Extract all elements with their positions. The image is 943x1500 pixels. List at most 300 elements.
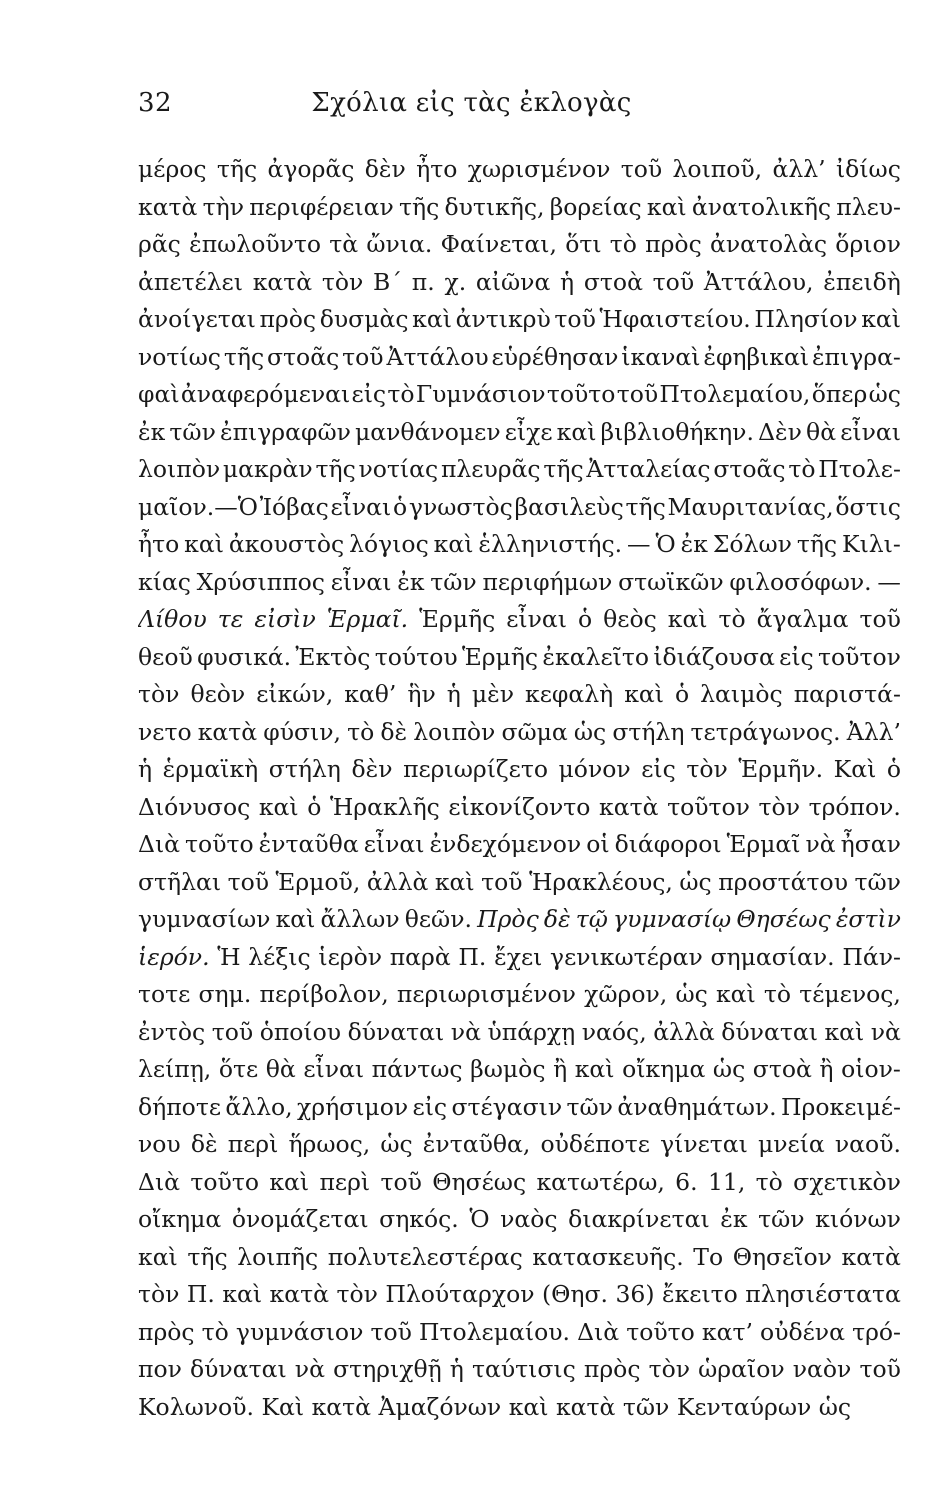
text-word: λοιποῦ, [672, 155, 763, 183]
text-word: οἴκημα [138, 1205, 222, 1233]
text-word: στηριχθῇ [333, 1355, 442, 1383]
text-word: Κενταύρων [676, 1392, 812, 1421]
text-word: στῆλαι [138, 867, 222, 896]
text-word: τῶν [430, 567, 477, 596]
text-word: λοιπὸν [413, 717, 496, 746]
text-word: ἢ [553, 1055, 568, 1083]
text-line [138, 526, 901, 564]
text-word: φύσιν, [263, 717, 341, 746]
text-word: Π. [186, 1280, 215, 1308]
text-word: στέγασιν [451, 1092, 563, 1121]
text-word: Μαυριτανίας, [667, 492, 834, 521]
text-word: ὅτε [218, 1055, 259, 1083]
text-word: ἡ [138, 755, 153, 783]
text-word: δυτικῆς, [444, 192, 545, 221]
text-word: πρὸς [645, 230, 702, 258]
text-line [138, 1089, 901, 1127]
text-word: ἀναφερόμεναι [180, 380, 351, 408]
text-word: λαιμὸς [700, 680, 783, 708]
text-word: τῆς [216, 155, 258, 183]
text-word: μνεία [757, 1130, 825, 1158]
text-word: στοὰ [583, 267, 643, 296]
text-word: τὸ [755, 1167, 783, 1196]
text-line [138, 751, 901, 789]
text-word: πον [138, 1355, 182, 1383]
text-word: γυμνασίων [138, 905, 271, 933]
text-word: ἡ [446, 680, 461, 708]
text-word: ἑρμαϊκὴ [162, 755, 259, 783]
text-word: τῆς [796, 530, 838, 558]
text-word: πρὸς [138, 1317, 195, 1346]
text-word: τρό- [852, 1317, 901, 1346]
text-word: τοῦ [227, 867, 270, 896]
text-word: τούτου [374, 642, 458, 671]
text-word: θὰ [265, 1055, 296, 1083]
text-word: ὀνομάζεται [231, 1205, 369, 1233]
text-word: ἄγαλμα [756, 605, 849, 633]
text-word: Ἡ [217, 942, 241, 971]
text-word: ὁ [674, 680, 690, 708]
text-word: ναὸν [792, 1355, 852, 1383]
text-word: τοῦτο [626, 1317, 695, 1346]
text-word: κατὰ [311, 1392, 371, 1421]
text-word: Καὶ [261, 1392, 305, 1421]
text-word: προστάτου [718, 867, 848, 896]
text-word: εἰκονίζοντο [448, 792, 591, 821]
text-word: ἀλλ’ [772, 155, 826, 183]
text-word: Πτολεμαίου, [659, 380, 811, 408]
text-word: τῶν [854, 867, 901, 896]
text-line [138, 1014, 901, 1052]
text-word: εἰς [779, 642, 814, 671]
text-word: δύναται [190, 1355, 287, 1383]
text-word: περίβολον, [259, 980, 389, 1008]
text-word: οἱον- [841, 1055, 901, 1083]
text-word: νου [138, 1130, 181, 1158]
text-word: τὸν [138, 1280, 180, 1308]
text-word: ἀγορᾶς [267, 155, 355, 183]
text-line [138, 451, 901, 489]
text-line [138, 189, 901, 227]
text-word: τῆς [223, 342, 265, 371]
text-word: ἐφηβικαὶ [703, 342, 810, 371]
text-word: κατασκευῆς. [532, 1242, 684, 1271]
text-word: τοῦ [859, 1355, 901, 1383]
text-line [138, 376, 901, 414]
text-word: Ὁ [655, 530, 676, 558]
text-word: καὶ [434, 867, 475, 896]
text-word: κατὰ [138, 192, 198, 221]
text-word: τοῦ [481, 867, 523, 896]
text-line [138, 1201, 901, 1239]
text-line [138, 1164, 901, 1202]
text-word: Θησέως [736, 905, 831, 933]
text-word: ἀνατολὰς [709, 230, 828, 258]
text-word: τοῦ [652, 267, 695, 296]
text-word: στοᾶς [267, 342, 340, 371]
text-word: τῷ [575, 905, 608, 933]
text-word: εἰς [412, 1092, 448, 1121]
text-line [138, 639, 901, 677]
text-word: θεὸς [603, 605, 657, 633]
commentary-text-block [138, 151, 901, 1426]
text-word: ὁποίου [259, 1017, 342, 1046]
text-word: ἡ [449, 1355, 464, 1383]
text-word: καὶ [824, 1017, 865, 1046]
text-word: διάφοροι [614, 830, 722, 858]
text-word: τῶν [566, 1092, 613, 1121]
text-word: ἡ [560, 267, 575, 296]
text-word: τέμενος, [799, 980, 901, 1008]
text-word: καὶ [861, 305, 901, 333]
text-word: πλευρᾶς [440, 455, 541, 483]
text-line [138, 1351, 901, 1389]
text-word: Θησέως [432, 1167, 527, 1196]
text-word: περιφέρειαν [249, 192, 394, 221]
text-word: τῶν [169, 417, 216, 446]
text-line [138, 1051, 901, 1089]
text-word: ἀπετέλει [138, 267, 243, 296]
text-word: κατὰ [841, 1242, 901, 1271]
text-word: στήλη [612, 717, 685, 746]
text-word: καὶ [184, 530, 224, 558]
running-title: Σχόλια εἰς τὰς ἐκλογὰς [311, 88, 632, 118]
text-word: τῶν [758, 1205, 805, 1233]
text-word: τοῦτον [818, 642, 901, 671]
text-word: τοῦτον [667, 792, 750, 821]
text-word: Γυμνάσιον [415, 380, 546, 408]
text-word: δὲν [364, 155, 406, 183]
text-word: φυσικά. [197, 642, 292, 671]
text-word: θεῶν. [404, 905, 472, 933]
text-word: δὲν [351, 755, 393, 783]
text-word: λοιπὸν [138, 455, 221, 483]
text-line [138, 976, 901, 1014]
text-word: καὶ [508, 1392, 549, 1421]
text-word: διακρίνεται [568, 1205, 710, 1233]
text-word: θὰ [806, 417, 837, 446]
text-word: καὶ [574, 1055, 615, 1083]
text-line [138, 226, 901, 264]
text-word: ὡς [573, 717, 607, 746]
text-line [138, 939, 901, 977]
text-word: τὸν [336, 1280, 378, 1308]
text-word: ὅριον [835, 230, 901, 258]
text-word: Ἑρμαῖ. [326, 605, 409, 633]
text-word: καὶ [275, 905, 316, 933]
text-word: βιβλιοθήκην. [600, 417, 754, 446]
text-word: παρὰ [389, 942, 451, 971]
text-line [138, 489, 901, 527]
text-word: ἱκαναὶ [621, 342, 701, 371]
text-word: τρόπον. [808, 792, 901, 821]
text-word: Διὰ [577, 1317, 620, 1346]
text-word: ναοῦ. [834, 1130, 901, 1158]
text-line [138, 676, 901, 714]
text-word: εἰκών, [256, 680, 334, 708]
text-word: Π. [458, 942, 487, 971]
text-word: κατὰ [252, 267, 313, 296]
text-word: μαῖον.—Ὁ [138, 492, 258, 521]
text-line [138, 564, 901, 602]
text-word: ἀνοίγεται [138, 305, 256, 333]
page-number: 32 [138, 88, 173, 118]
text-word: ὡς [679, 867, 712, 896]
text-word: εἶχε [504, 417, 553, 446]
text-word: βωμὸς [470, 1055, 546, 1083]
text-word: πρὸς [583, 1355, 641, 1383]
text-word: κατὰ [599, 792, 659, 821]
text-line [138, 1239, 901, 1277]
text-word: 36) [615, 1280, 655, 1308]
text-word: πάντως [371, 1055, 463, 1083]
text-word: καὶ [412, 305, 452, 333]
text-word: στήλη [268, 755, 341, 783]
text-word: οἴκημα [622, 1055, 706, 1083]
text-word: ὡς [380, 1130, 413, 1158]
text-word: τοῦ [554, 305, 596, 333]
text-word: Ἐκτὸς [295, 642, 371, 671]
text-word: Σόλων [712, 530, 792, 558]
text-word: εἶναι [330, 492, 392, 521]
text-word: ἐκ [138, 417, 166, 446]
text-word: δὲ [543, 905, 571, 933]
text-word: τῶν [622, 1392, 670, 1421]
text-word: οὐδέποτε [540, 1130, 650, 1158]
text-word: εἶναι [303, 1055, 365, 1083]
text-word: Καὶ [833, 755, 877, 783]
text-word: τὸ [201, 1317, 229, 1346]
text-word: δυσμὰς [319, 305, 409, 333]
text-word: γνωστὸς [408, 492, 513, 521]
text-word: σῶμα [501, 717, 568, 746]
text-word: ἀκουστὸς [228, 530, 345, 558]
text-word: νετο [138, 717, 192, 746]
text-word: γενικωτέραν [550, 942, 703, 971]
text-word: εἶναι [506, 605, 567, 633]
text-word: θεοῦ [138, 642, 193, 671]
text-word: Ἰόβας [259, 492, 329, 521]
text-word: — [627, 530, 651, 558]
text-word: ἀντικρὺ [455, 305, 551, 333]
text-word: νὰ [870, 1017, 901, 1046]
text-word: τὸ [763, 980, 792, 1008]
text-word: τὸ [387, 380, 415, 408]
text-word: ρᾶς [138, 230, 181, 258]
text-word: τε [217, 605, 244, 633]
text-word: παριστά- [793, 680, 901, 708]
text-word: τετράγωνος. [690, 717, 841, 746]
text-word: ἐνταῦθα [258, 830, 359, 858]
text-line [138, 301, 901, 339]
text-word: μακρὰν [222, 455, 313, 483]
text-word: ὅπερ [811, 380, 868, 408]
text-word: δύναται [347, 1017, 445, 1046]
text-word: ναὸς [500, 1205, 558, 1233]
text-word: χῶρον, [584, 980, 668, 1008]
text-word: Ἑρμῆς [419, 605, 496, 633]
text-word: π. [411, 267, 435, 296]
text-word: χ. [444, 267, 467, 296]
text-word: καὶ [715, 980, 756, 1008]
text-word: τὸ [609, 230, 637, 258]
text-word: εἰς [351, 380, 387, 408]
text-word: μέρος [138, 155, 207, 183]
text-word: τοῦτο [185, 830, 254, 858]
text-line [138, 264, 901, 302]
text-word: ἄλλων [320, 905, 400, 933]
text-word: Θησεῖον [732, 1242, 832, 1271]
text-word: τὸ [347, 717, 375, 746]
text-word: κατ’ [701, 1317, 753, 1346]
text-word: κατὰ [197, 717, 258, 746]
text-word: τὸ [788, 455, 816, 483]
text-word: τῆς [543, 455, 584, 483]
text-word: σηκός. [379, 1205, 459, 1233]
text-word: τοῦ [342, 342, 384, 371]
text-word: Ἀτταλείας [586, 455, 711, 483]
text-word: νοτίας [358, 455, 439, 483]
text-word: χωρισμένον [467, 155, 611, 183]
text-word: — [877, 567, 901, 596]
text-word: τὸν [648, 1355, 691, 1383]
text-word: ἐνδεχόμενον [429, 830, 582, 858]
text-word: ἐπωλοῦντο [189, 230, 322, 258]
text-word: οὐδένα [760, 1317, 845, 1346]
text-word: Ἀλλ’ [846, 717, 901, 746]
text-word: μὲν [471, 680, 515, 708]
text-word: ἱερόν. [138, 942, 210, 971]
text-word: λοιπῆς [237, 1242, 319, 1271]
text-word: ὡραῖον [698, 1355, 785, 1383]
text-word: τὸν [138, 680, 180, 708]
text-word: Πλησίον [754, 305, 858, 333]
text-word: μανθάνομεν [355, 417, 501, 446]
text-word: ἢ [819, 1055, 834, 1083]
text-word: Χρύσιππος [196, 567, 325, 596]
text-word: τὸ [718, 605, 746, 633]
text-word: Ἀττάλου [386, 342, 489, 371]
text-word: ὁ [886, 755, 901, 783]
text-word: Πτολε- [818, 455, 901, 483]
text-word: περὶ [319, 1167, 371, 1196]
text-word: τῆς [187, 1242, 228, 1271]
text-line [138, 1126, 901, 1164]
text-word: τοῦ [370, 1317, 412, 1346]
text-line [138, 1276, 901, 1314]
text-word: νοτίως [138, 342, 221, 371]
text-word: ναός, [581, 1017, 647, 1046]
text-word: Ἡρακλῆς [329, 792, 440, 821]
text-word: Ἑρμῆς [461, 642, 539, 671]
text-word: ἦσαν [840, 830, 901, 858]
text-word: τῆς [625, 492, 666, 521]
text-word: Δὲν [758, 417, 802, 446]
text-word: εἶναι [330, 567, 392, 596]
text-word: κατωτέρω, [536, 1167, 665, 1196]
text-word: θεὸν [190, 680, 246, 708]
text-line [138, 714, 901, 752]
text-word: στοὰ [752, 1055, 812, 1083]
text-word: εἰς [641, 755, 676, 783]
text-word: Το [693, 1242, 724, 1271]
text-word: Ἡφαιστείου. [599, 305, 751, 333]
text-word: τοῦ [380, 1167, 422, 1196]
text-word: Διὰ [138, 1167, 181, 1196]
text-word: τὸν [758, 792, 800, 821]
text-word: ἐνταῦθα, [422, 1130, 531, 1158]
text-word: ἑλληνιστής. [478, 530, 623, 558]
text-word: περὶ [227, 1130, 279, 1158]
text-word: καὶ [269, 1167, 310, 1196]
text-word: ἔχει [494, 942, 543, 971]
text-word: κατὰ [555, 1392, 616, 1421]
text-word: τοῦτο [546, 380, 616, 408]
text-word: ἔκειτο [661, 1280, 738, 1308]
text-word: καὶ [433, 530, 474, 558]
text-word: Ἑρμοῦ, [275, 867, 361, 896]
text-word: γυμνάσιον [235, 1317, 364, 1346]
text-word: Ἀττάλου, [703, 267, 814, 296]
text-word: ὡς [675, 980, 708, 1008]
text-word: εἶναι [840, 417, 901, 446]
text-word: κεφαλὴ [525, 680, 614, 708]
text-word: ὑπάρχῃ [487, 1017, 576, 1046]
text-word: σχετικὸν [793, 1167, 901, 1196]
text-line [138, 1389, 901, 1427]
text-line [138, 414, 901, 452]
text-word: Προκειμέ- [781, 1092, 901, 1121]
text-word: τοῦ [616, 380, 659, 408]
text-word: πρὸς [259, 305, 317, 333]
text-word: τῆς [399, 192, 440, 221]
text-word: φιλοσόφων. [729, 567, 872, 596]
text-word: ἦτο [416, 155, 458, 183]
text-word: χρήσιμον [297, 1092, 409, 1121]
text-word: καὶ [138, 1242, 178, 1271]
text-word: ἐστὶν [835, 905, 901, 933]
text-word: ὡς [712, 1055, 746, 1083]
text-word: Ἑρμῆν. [738, 755, 824, 783]
text-word: κατὰ [269, 1280, 329, 1308]
text-word: δήποτε [138, 1092, 221, 1121]
text-word: ἱερὸν [318, 942, 383, 971]
text-word: ἰδιάζουσα [653, 642, 775, 671]
text-word: ὅτι [565, 230, 602, 258]
text-word: σημ. [198, 980, 252, 1008]
text-word: καὶ [556, 417, 597, 446]
text-word: ἰδίως [835, 155, 901, 183]
text-word: ἐπιγραφῶν [219, 417, 351, 446]
text-word: ταύτισις [472, 1355, 576, 1383]
text-word: περιωρισμένον [396, 980, 576, 1008]
text-word: (Θησ. [541, 1280, 608, 1308]
text-word: ἐκ [680, 530, 708, 558]
text-word: τοῦ [620, 155, 663, 183]
text-word: ἀλλὰ [653, 1017, 715, 1046]
text-word: γυμνασίῳ [613, 905, 732, 933]
text-word: Ὁ [469, 1205, 490, 1233]
text-word: σημασίαν. [710, 942, 835, 971]
text-word: 11, [707, 1167, 746, 1196]
text-word: γίνεται [660, 1130, 748, 1158]
text-word: τῆς [315, 455, 356, 483]
text-word: τοῦτο [190, 1167, 259, 1196]
text-word: τοῦ [211, 1017, 254, 1046]
text-word: εἶναι [363, 830, 425, 858]
text-word: Πρὸς [477, 905, 539, 933]
text-word: τὰ [329, 230, 359, 258]
